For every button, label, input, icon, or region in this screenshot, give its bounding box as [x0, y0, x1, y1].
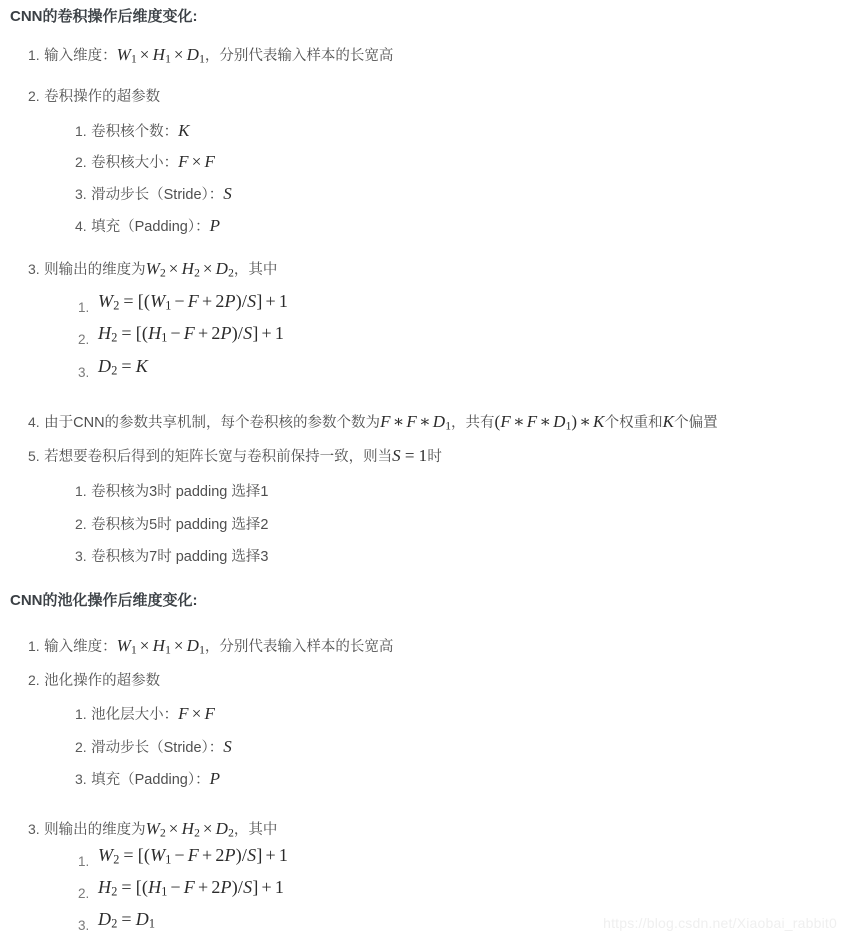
list-item: [28, 669, 160, 690]
math-pool-size: F × F: [178, 704, 216, 723]
list-marker: 2.: [75, 154, 87, 170]
list-item-label: 输入维度：: [44, 48, 117, 64]
math-pool-output-dimension: $W_2 \times H_2 \times D_2$: [145, 819, 234, 840]
list-item: [75, 120, 190, 141]
math-formula-d2: $D_2 = K$: [98, 356, 148, 378]
list-item: [28, 635, 393, 657]
list-item-label: 卷积核个数：: [91, 124, 179, 140]
math-total-weights: (F ∗ F ∗ $D_1$) ∗ K: [494, 412, 605, 433]
list-item: [75, 513, 268, 534]
list-marker: 2.: [28, 672, 40, 688]
math-stride: S: [223, 184, 232, 203]
list-item-suffix: 时: [427, 449, 442, 465]
list-item: [78, 845, 288, 868]
math-formula-h2: $H_2 = [(H_1 - F + 2P)/S] + 1$: [98, 323, 285, 345]
math-kernel-count: K: [178, 121, 190, 140]
list-marker: 4.: [75, 218, 87, 234]
math-pool-input-dimension: $W_1 \times H_1 \times D_1$: [116, 636, 205, 657]
list-marker: 3.: [78, 365, 90, 380]
math-pool-formula-d2: $D_2 = D_1$: [98, 909, 156, 931]
list-item-label: 卷积核为7时 padding 选择3: [91, 549, 269, 565]
list-item: [78, 877, 284, 900]
list-item-label: 滑动步长（Stride）：: [91, 187, 224, 203]
list-marker: 1.: [28, 638, 40, 654]
list-item-label: 池化层大小：: [91, 707, 179, 723]
section-heading-pooling: CNN的池化操作后维度变化:: [10, 592, 198, 609]
list-marker: 1.: [75, 706, 87, 722]
list-item-suffix: ，分别代表输入样本的长宽高: [204, 639, 394, 655]
list-item-label: 卷积核为3时 padding 选择1: [91, 484, 269, 500]
list-marker: 4.: [28, 414, 40, 430]
list-marker: 1.: [75, 483, 87, 499]
list-item-label: 由于CNN的参数共享机制，每个卷积核的参数个数为: [44, 415, 381, 431]
list-item-suffix: ，其中: [233, 262, 278, 278]
math-input-dimension: $W_1 \times H_1 \times D_1$: [116, 45, 205, 66]
list-marker: 2.: [28, 88, 40, 104]
math-pool-stride: S: [223, 737, 232, 756]
list-marker: 3.: [78, 918, 90, 933]
list-marker: 1.: [78, 854, 90, 869]
list-item: [78, 323, 284, 346]
math-pool-padding: P: [209, 769, 221, 788]
list-item: [78, 356, 148, 379]
list-item-label: 则输出的维度为: [44, 822, 146, 838]
watermark: https://blog.csdn.net/Xiaobai_rabbit0: [603, 915, 837, 931]
list-item-label: 卷积操作的超参数: [44, 89, 161, 105]
list-item: [75, 736, 232, 757]
list-item-label: 卷积核为5时 padding 选择2: [91, 517, 269, 533]
list-marker: 2.: [78, 886, 90, 901]
list-marker: 3.: [75, 771, 87, 787]
list-item-mid-2: 个权重和: [604, 415, 663, 431]
list-item-label: 则输出的维度为: [44, 262, 146, 278]
list-marker: 1.: [75, 123, 87, 139]
list-item-label: 若想要卷积后得到的矩阵长宽与卷积前保持一致，则当: [44, 449, 393, 465]
list-item: [75, 545, 268, 566]
list-item: [78, 909, 155, 932]
list-item: [28, 44, 393, 66]
math-bias-count: K: [662, 412, 675, 431]
list-item: [28, 445, 442, 466]
list-marker: 1.: [28, 47, 40, 63]
list-item-label: 池化操作的超参数: [44, 673, 161, 689]
list-marker: 3.: [28, 261, 40, 277]
list-item: [28, 411, 718, 433]
list-marker: 3.: [75, 548, 87, 564]
list-marker: 1.: [78, 300, 90, 315]
list-item-label: 填充（Padding）：: [91, 219, 210, 235]
list-item-label: 卷积核大小：: [91, 155, 179, 171]
math-pool-formula-w2: $W_2 = [(W_1 - F + 2P)/S] + 1$: [98, 845, 289, 867]
list-item-label: 滑动步长（Stride）：: [91, 740, 224, 756]
list-item-suffix: ，分别代表输入样本的长宽高: [204, 48, 394, 64]
list-item: [75, 215, 220, 236]
list-marker: 3.: [75, 186, 87, 202]
list-item: [75, 768, 220, 789]
math-padding: P: [209, 216, 221, 235]
list-marker: 2.: [75, 739, 87, 755]
math-stride-equals-one: S = 1: [392, 446, 428, 465]
list-marker: 2.: [75, 516, 87, 532]
list-item-label: 输入维度：: [44, 639, 117, 655]
math-output-dimension: $W_2 \times H_2 \times D_2$: [145, 259, 234, 280]
list-item-mid-1: ，共有: [451, 415, 495, 431]
math-pool-formula-h2: $H_2 = [(H_1 - F + 2P)/S] + 1$: [98, 877, 285, 899]
list-item-suffix: ，其中: [233, 822, 278, 838]
list-item: [75, 183, 232, 204]
list-item: [78, 291, 288, 314]
math-formula-w2: $W_2 = [(W_1 - F + 2P)/S] + 1$: [98, 291, 289, 313]
list-item-label: 填充（Padding）：: [91, 772, 210, 788]
list-item: [75, 480, 268, 501]
list-item: [75, 151, 215, 172]
section-heading-convolution: CNN的卷积操作后维度变化:: [10, 8, 198, 25]
list-marker: 3.: [28, 821, 40, 837]
list-item: [28, 818, 277, 840]
math-params-per-kernel: F ∗ F ∗ $D_1$: [380, 412, 452, 433]
list-item-suffix: 个偏置: [674, 415, 718, 431]
list-item: [28, 85, 160, 106]
list-item: [28, 258, 277, 280]
list-marker: 2.: [78, 332, 90, 347]
list-item: [75, 703, 215, 724]
list-marker: 5.: [28, 448, 40, 464]
math-kernel-size: F × F: [178, 152, 216, 171]
